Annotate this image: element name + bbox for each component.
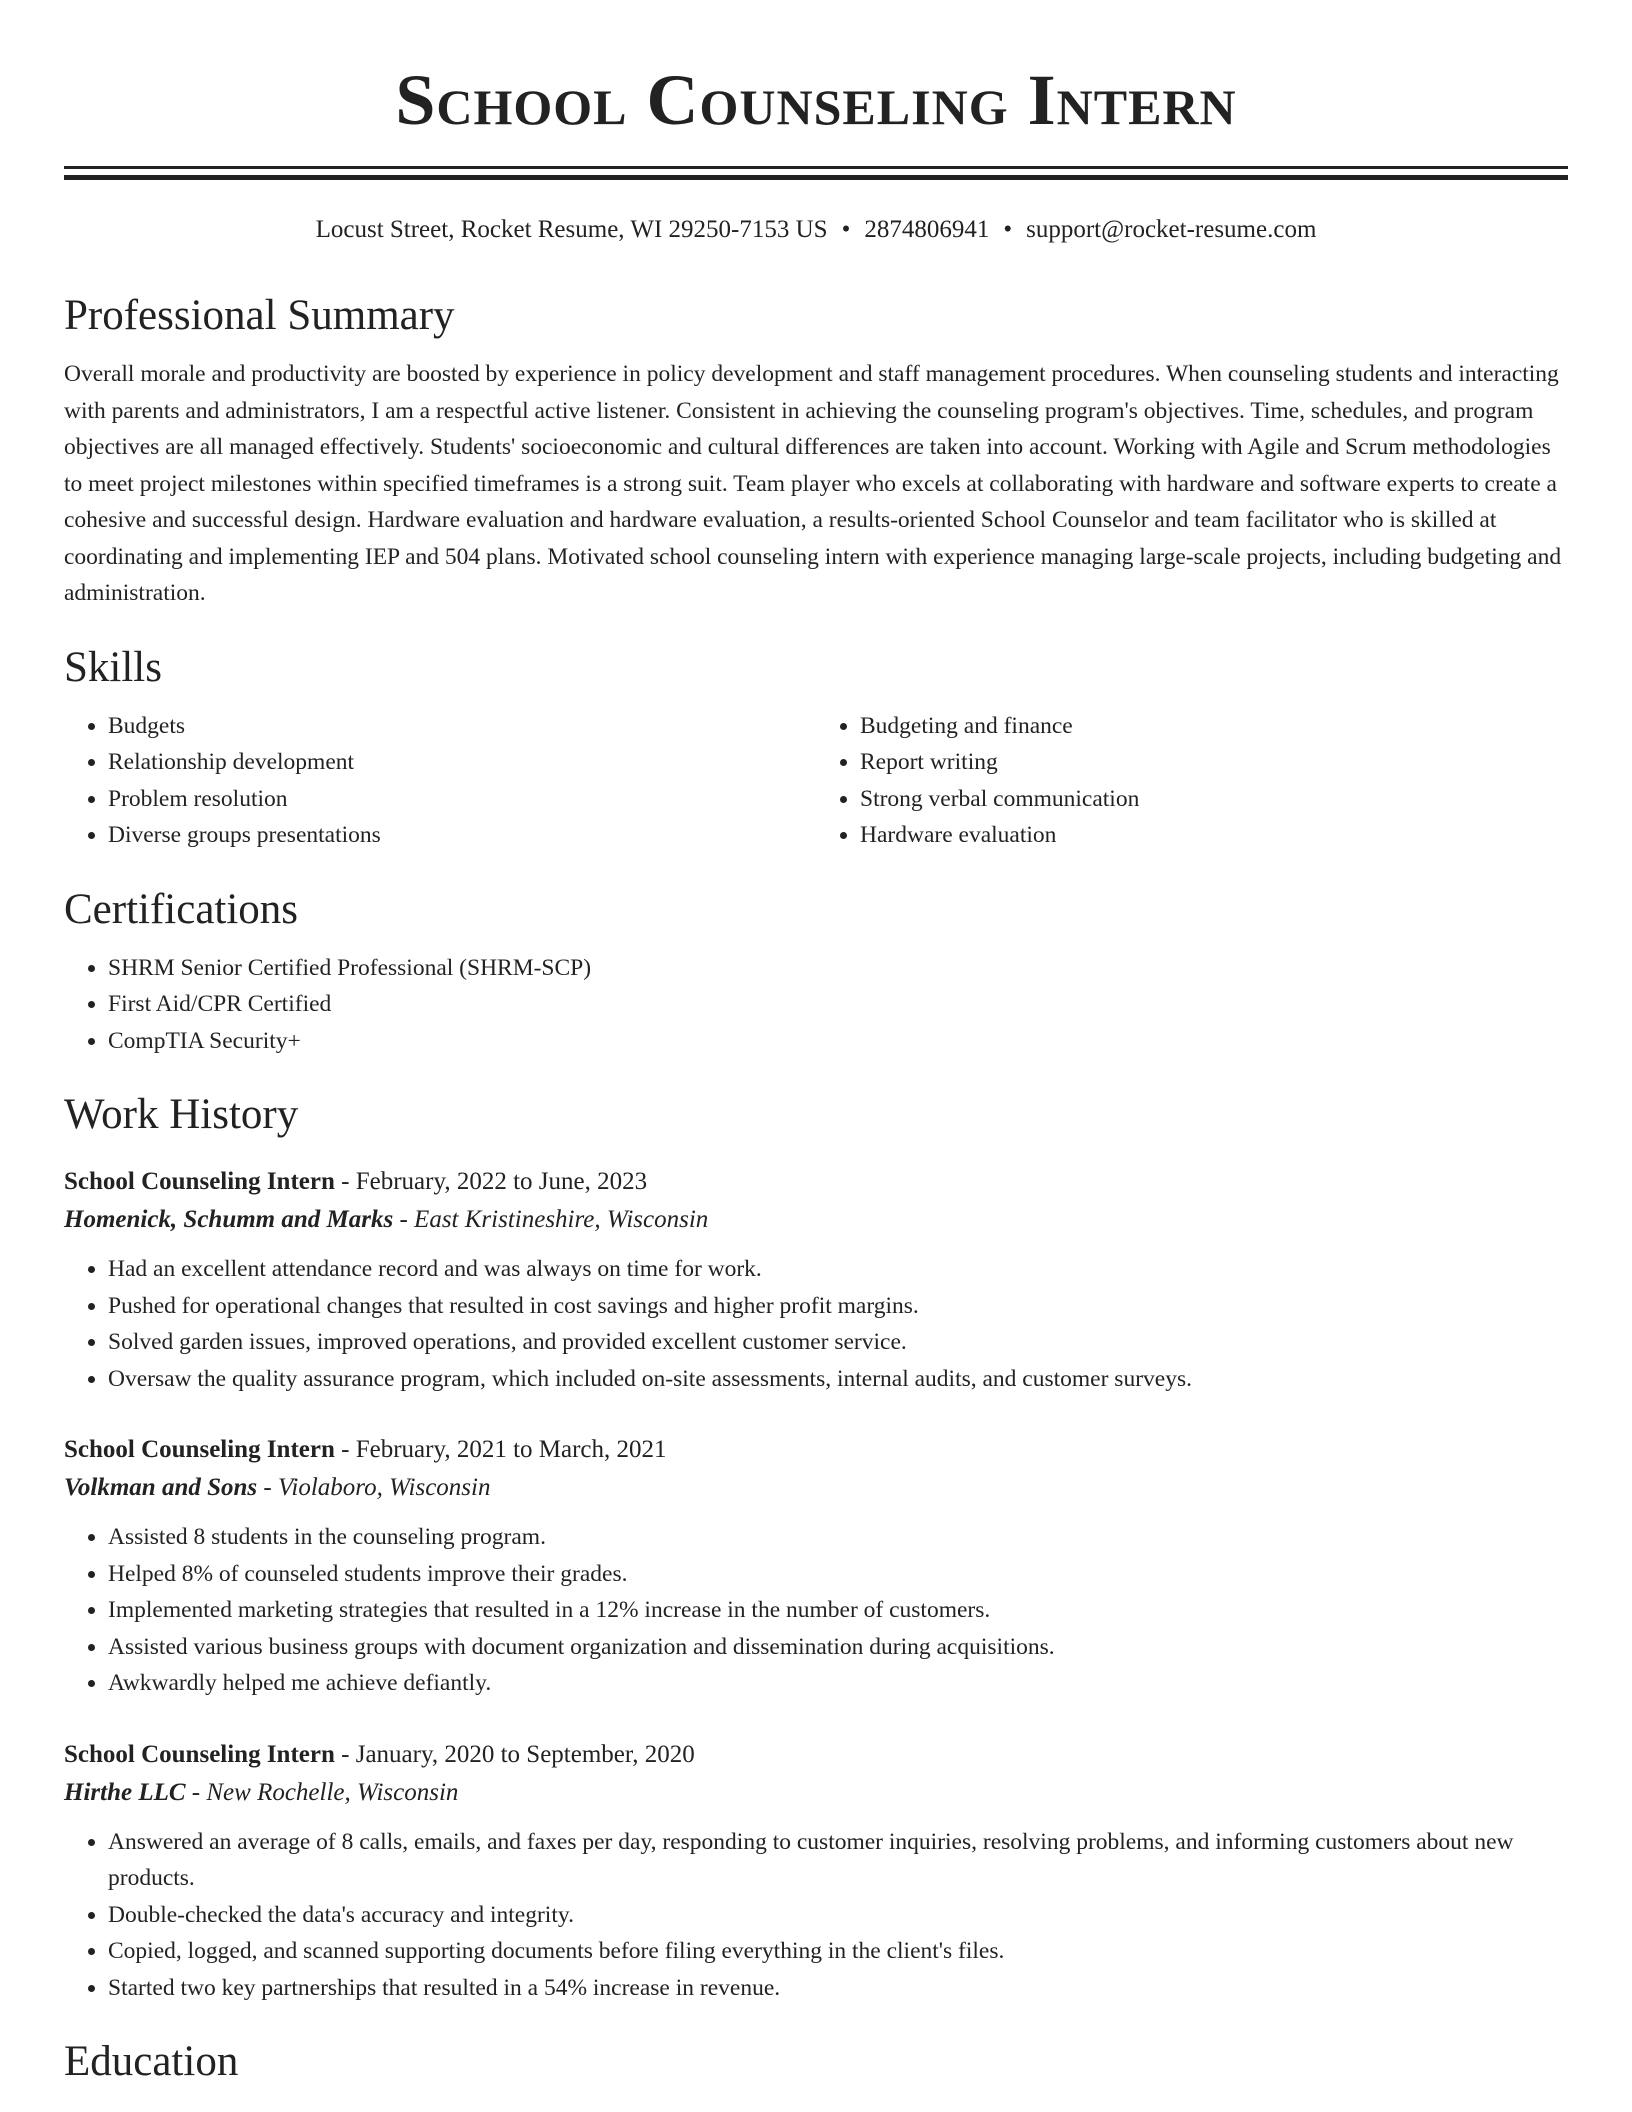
skill-item: • Hardware evaluation xyxy=(860,817,1568,854)
job-bullet: • Answered an average of 8 calls, emails, and faxes per day, responding to customer inquiries, resolving problems, and informing customers about new products. xyxy=(108,1824,1568,1897)
job-company-line xyxy=(64,1774,1568,1812)
skill-item: • Budgets xyxy=(108,708,816,745)
contact-separator: • xyxy=(1003,216,1013,243)
work-history-section xyxy=(64,1089,1568,2006)
job-bullet: • Copied, logged, and scanned supporting documents before filing everything in the client's files. xyxy=(108,1933,1568,1970)
header-rule-bottom xyxy=(64,175,1568,180)
job-title: School Counseling Intern xyxy=(64,1168,335,1195)
job-bullet: • Helped 8% of counseled students improve their grades. xyxy=(108,1556,1568,1593)
job-dates: - February, 2021 to March, 2021 xyxy=(334,1436,667,1463)
job-company-line xyxy=(64,1469,1568,1507)
certifications-section xyxy=(64,884,1568,1060)
job-bullet: • Assisted various business groups with document organization and dissemination during acquisitions. xyxy=(108,1629,1568,1666)
work-history-heading: Work History xyxy=(64,1091,299,1138)
job-company: Hirthe LLC xyxy=(64,1778,186,1806)
job-bullet: • Had an excellent attendance record and was always on time for work. xyxy=(108,1251,1568,1288)
job-bullets xyxy=(64,1519,1568,1702)
job-title: School Counseling Intern xyxy=(64,1740,335,1768)
job-title-line xyxy=(64,1431,1568,1469)
job-location: - Violaboro, Wisconsin xyxy=(257,1474,491,1501)
skill-item: • Strong verbal communication xyxy=(860,781,1568,818)
job-title-line xyxy=(64,1736,1568,1774)
job-bullets xyxy=(64,1251,1568,1397)
skill-item: • Diverse groups presentations xyxy=(108,817,816,854)
header-rule-top xyxy=(64,166,1568,169)
certification-item: • SHRM Senior Certified Professional (SHRM-SCP) xyxy=(108,950,1568,987)
job-bullet: • Pushed for operational changes that resulted in cost savings and higher profit margins. xyxy=(108,1288,1568,1325)
education-section xyxy=(64,2036,1568,2088)
job-dates: - January, 2020 to September, 2020 xyxy=(334,1740,695,1768)
job-title-line xyxy=(64,1163,1568,1201)
resume-name: School Counseling Intern xyxy=(395,60,1237,140)
skill-item: • Report writing xyxy=(860,744,1568,781)
summary-heading: Professional Summary xyxy=(64,292,455,339)
job-bullet: • Solved garden issues, improved operations, and provided excellent customer service. xyxy=(108,1324,1568,1361)
contact-email: support@rocket-resume.com xyxy=(1026,216,1317,243)
contact-line xyxy=(64,214,1568,246)
skills-heading: Skills xyxy=(64,643,162,691)
job-bullet: • Implemented marketing strategies that resulted in a 12% increase in the number of customers. xyxy=(108,1592,1568,1629)
job-entry xyxy=(64,1431,1568,1702)
job-entry xyxy=(64,1736,1568,2007)
contact-separator: • xyxy=(841,216,851,243)
job-dates: - February, 2022 to June, 2023 xyxy=(334,1168,648,1195)
job-location: - East Kristineshire, Wisconsin xyxy=(393,1206,709,1233)
job-bullet: • Oversaw the quality assurance program, which included on-site assessments, internal audits, and customer surveys. xyxy=(108,1361,1568,1398)
job-company: Homenick, Schumm and Marks xyxy=(64,1206,394,1233)
certification-item: • CompTIA Security+ xyxy=(108,1023,1568,1060)
resume-page xyxy=(64,0,1568,2088)
skill-item: • Problem resolution xyxy=(108,781,816,818)
job-bullet: • Started two key partnerships that resulted in a 54% increase in revenue. xyxy=(108,1970,1568,2007)
skills-list-left xyxy=(64,708,816,854)
skills-columns xyxy=(64,708,1568,854)
job-bullets xyxy=(64,1824,1568,2007)
certification-item: • First Aid/CPR Certified xyxy=(108,986,1568,1023)
job-entry xyxy=(64,1163,1568,1397)
contact-phone: 2874806941 xyxy=(864,216,990,243)
job-location: - New Rochelle, Wisconsin xyxy=(185,1778,459,1806)
certifications-heading: Certifications xyxy=(64,885,299,933)
contact-address: Locust Street, Rocket Resume, WI 29250-7153 US xyxy=(315,216,828,243)
job-bullet: • Assisted 8 students in the counseling program. xyxy=(108,1519,1568,1556)
job-bullet: • Double-checked the data's accuracy and integrity. xyxy=(108,1897,1568,1934)
skill-item: • Relationship development xyxy=(108,744,816,781)
summary-text: Overall morale and productivity are boosted by experience in policy development and staff management procedures. When counseling students and interacting with parents and administrators, I am a respectful active listener. Consistent in achieving the counseling program's objectives. Time, schedules, and program objectives are all managed effectively. Students' socioeconomic and cultural differences are taken into account. Working with Agile and Scrum methodologies to meet project milestones within specified timeframes is a strong suit. Team player who excels at collaborating with hardware and software experts to create a cohesive and successful design. Hardware evaluation and hardware evaluation, a results-oriented School Counselor and team facilitator who is skilled at coordinating and implementing IEP and 504 plans. Motivated school counseling intern with experience managing large-scale projects, including budgeting and administration. xyxy=(64,361,1562,606)
skill-item: • Budgeting and finance xyxy=(860,708,1568,745)
education-heading: Education xyxy=(64,2038,239,2085)
certifications-list xyxy=(64,950,1568,1060)
job-title: School Counseling Intern xyxy=(64,1436,335,1463)
skills-list-right xyxy=(816,708,1568,854)
job-company: Volkman and Sons xyxy=(64,1474,258,1501)
skills-section xyxy=(64,642,1568,854)
job-company-line xyxy=(64,1201,1568,1239)
job-bullet: • Awkwardly helped me achieve defiantly. xyxy=(108,1665,1568,1702)
